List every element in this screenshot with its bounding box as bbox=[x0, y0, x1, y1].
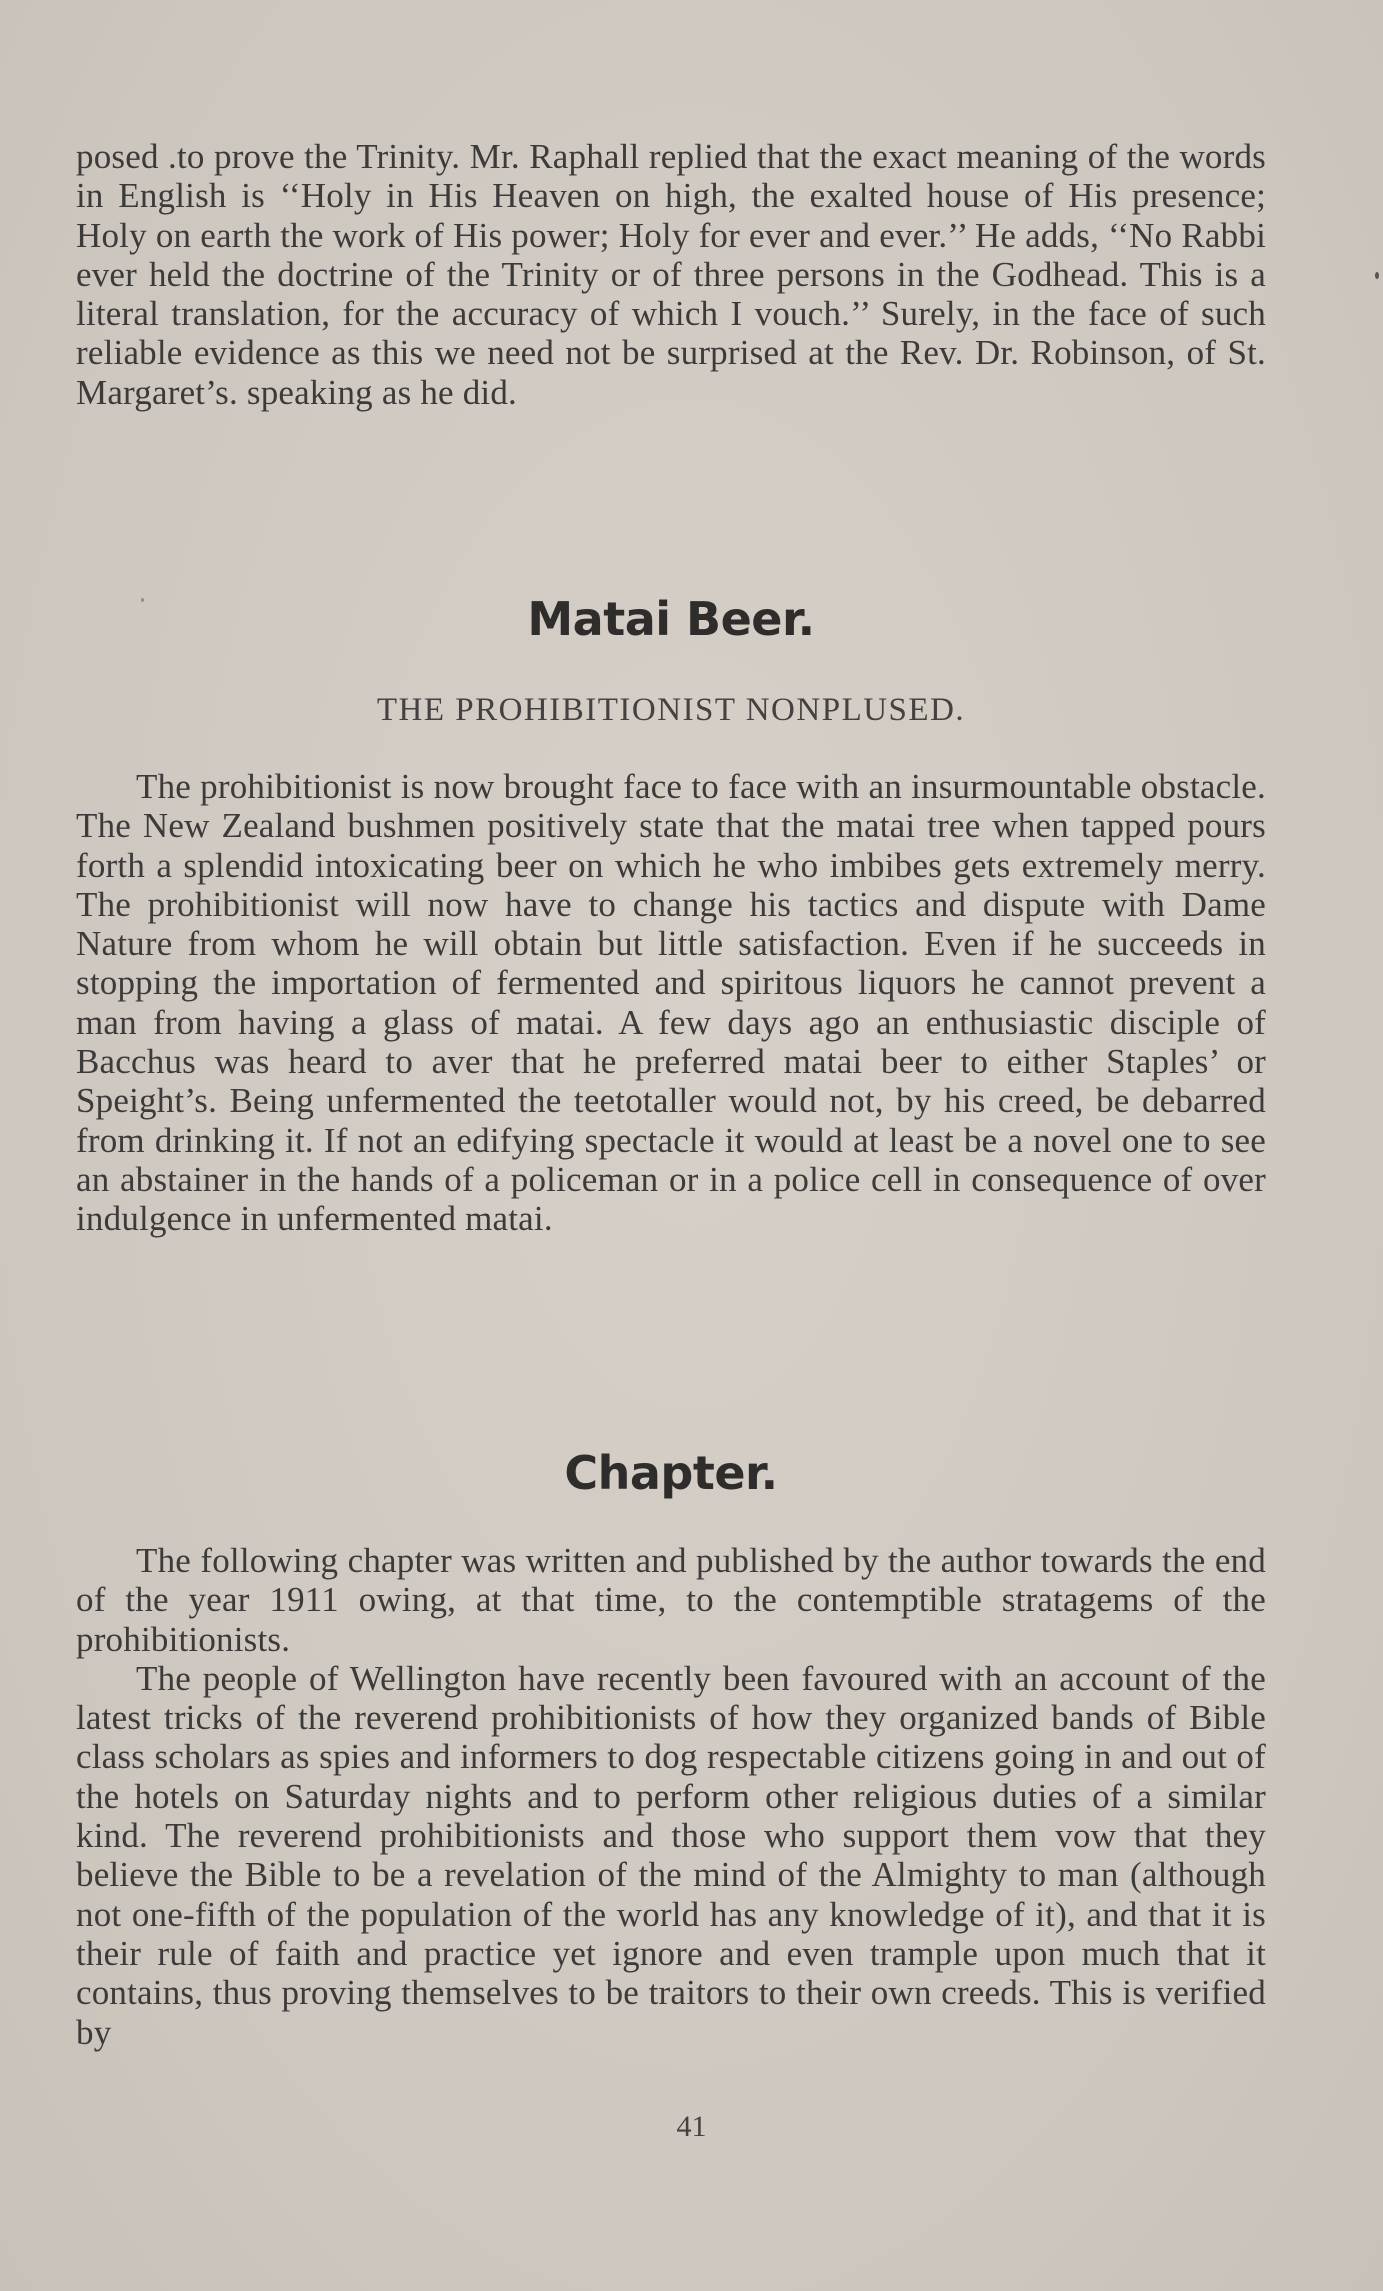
matai-beer-paragraph: The prohibitionist is now brought face to face with an insurmountable obstacle. The New Zealand bushmen positively state that the matai tree when tapped pours forth a splendid intoxicating beer on which he who imbibes gets extremely merry. The prohibitionist will now have to change his tactics and dispute with Dame Nature from whom he will obtain but little satisfaction. Even if he succeeds in stopping the importation of fermented and spiritous liquors he cannot prevent a man from having a glass of matai. A few days ago an enthusiastic disciple of Bacchus was heard to aver that he preferred matai beer to either Staples’ or Speight’s. Being unfermented the teetotaller would not, by his creed, be debarred from drinking it. If not an edifying spectacle it would at least be a novel one to see an abstainer in the hands of a policeman or in a police cell in consequence of over indulgence in unfermented matai. bbox=[76, 767, 1266, 1239]
paper-speck bbox=[141, 598, 144, 602]
intro-section bbox=[76, 137, 1266, 412]
chapter-paragraph-2: The people of Wellington have recently been favoured with an account of the latest tricks of the reverend prohibitionists of how they organized bands of Bible class scholars as spies and informers to dog respectable citizens going in and out of the hotels on Saturday nights and to perform other religious duties of a similar kind. The reverend prohibitionists and those who support them vow that they believe the Bible to be a revelation of the mind of the Almighty to man (although not one-fifth of the population of the world has any knowledge of it), and that it is their rule of faith and practice yet ignore and even trample upon much that it contains, thus proving themselves to be traitors to their own creeds. This is verified by bbox=[76, 1658, 1266, 2052]
matai-beer-subheading: THE PROHIBITIONIST NONPLUSED. bbox=[376, 692, 966, 728]
intro-paragraph: posed .to prove the Trinity. Mr. Raphall replied that the exact meaning of the words in English is ‘‘Holy in His Heaven on high, the exalted house of His presence; Holy on earth the work of His power; Holy for ever and ever.’’ He adds, ‘‘No Rabbi ever held the doctrine of the Trinity or of three persons in the Godhead. This is a literal translation, for the accuracy of which I vouch.’’ Surely, in the face of such reliable evidence as this we need not be surprised at the Rev. Dr. Robinson, of St. Margaret’s. speaking as he did. bbox=[76, 137, 1266, 412]
matai-beer-section bbox=[76, 767, 1266, 1239]
paper-speck bbox=[1375, 272, 1379, 279]
matai-beer-heading: Matai Beer. bbox=[527, 592, 815, 646]
chapter-section bbox=[76, 1541, 1266, 2052]
chapter-heading: Chapter. bbox=[564, 1446, 778, 1500]
chapter-paragraph-1: The following chapter was written and published by the author towards the end of the year 1911 owing, at that time, to the contemptible stratagems of the prohibitionists. bbox=[76, 1541, 1266, 1659]
page-number: 41 bbox=[676, 2110, 707, 2143]
